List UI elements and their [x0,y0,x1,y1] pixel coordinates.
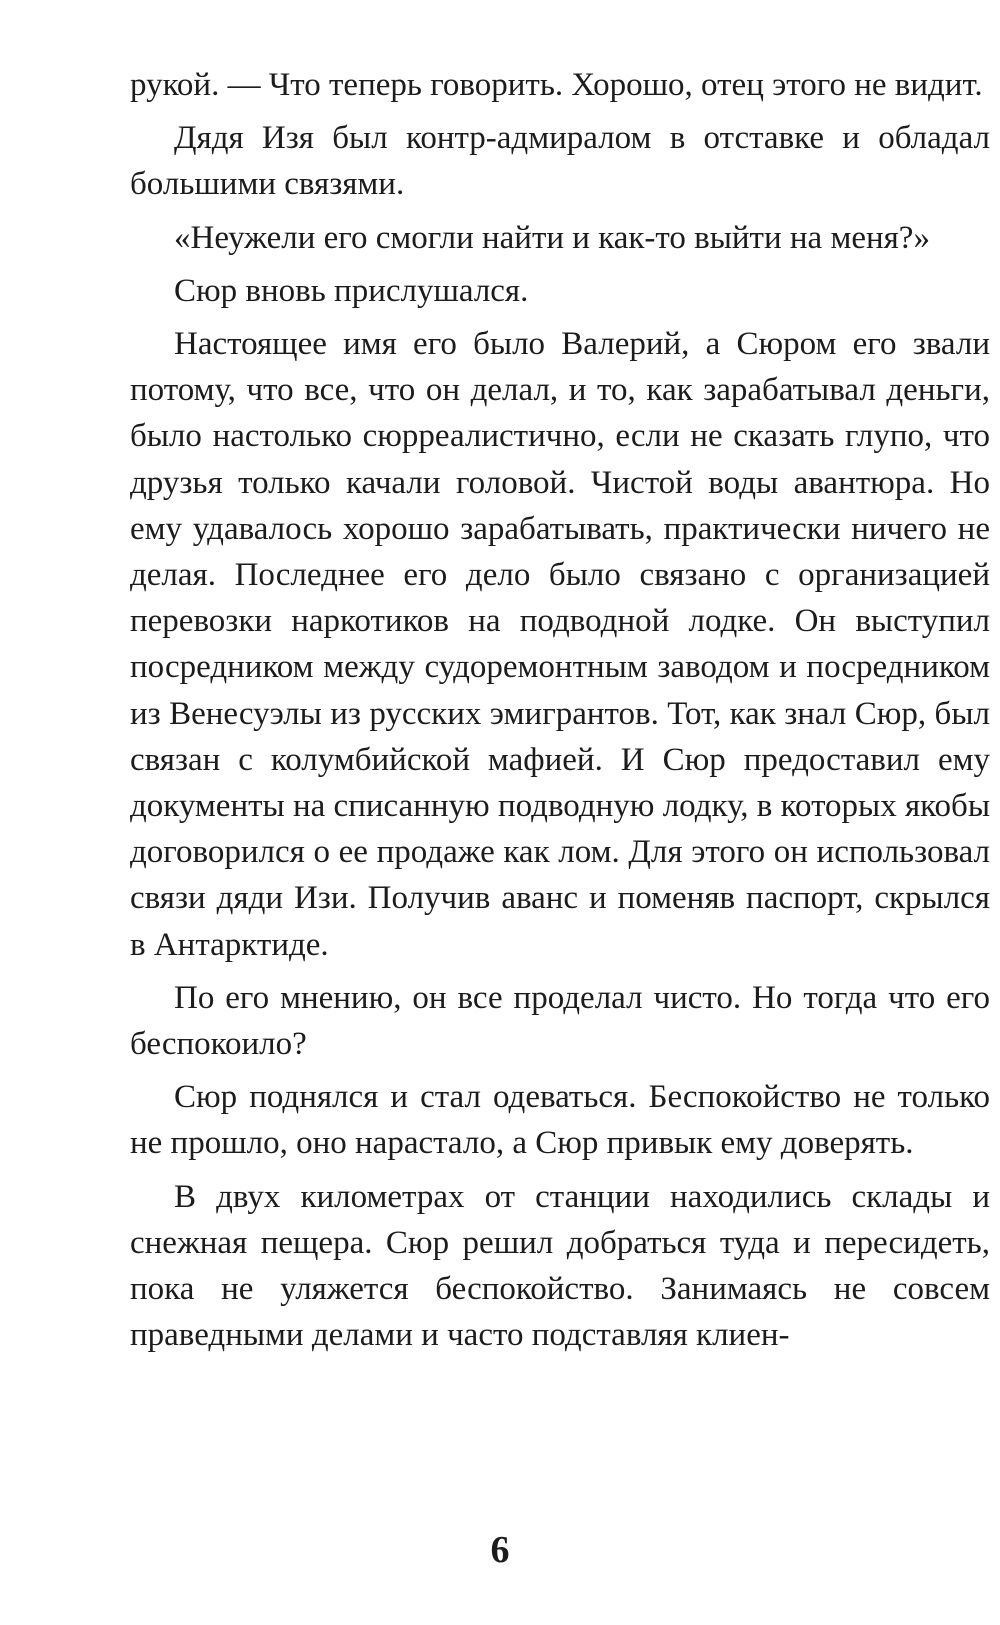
paragraph: Дядя Изя был контр-адмиралом в отставке и обладал большими связями. [130,120,990,203]
paragraph-quote: «Неужели его смогли найти и как-то выйти на меня?» [174,219,930,256]
paragraph: В двух километрах от станции находились склады и снежная пещера. Сюр решил добраться туда и пересидеть, пока не уляжется беспокойство. Занимаясь не совсем праведными делами и часто подставляя клиен- [130,1178,990,1354]
body-text [130,62,990,1365]
paragraph-continuation: рукой. — Что теперь говорить. Хорошо, отец этого не видит. [130,67,983,103]
paragraph: Настоящее имя его было Валерий, а Сюром его звали потому, что все, что он делал, и то, как зарабатывал деньги, было настолько сюрреалистично, если не сказать глупо, что друзья только качали головой. Чистой воды авантюра. Но ему удавалось хорошо зарабатывать, практически ничего не делая. Последнее его дело было связано с организацией перевозки наркотиков на подводной лодке. Он выступил посредником между судоремонтным заводом и посредником из Венесуэлы из русских эмигрантов. Тот, как знал Сюр, был связан с колумбийской мафией. И Сюр предоставил ему документы на списанную подводную лодку, в которых якобы договорился о ее продаже как лом. Для этого он использовал связи дяди Изи. Получив аванс и поменяв паспорт, скрылся в Антарктиде. [130,326,990,963]
paragraph: По его мнению, он все проделал чисто. Но тогда что его беспокоило? [130,979,990,1063]
paragraph: Сюр вновь прислушался. [174,272,529,309]
paragraph: Сюр поднялся и стал одеваться. Беспокойство не только не прошло, оно нарастало, а Сюр привык ему доверять. [130,1079,990,1162]
page-number: 6 [490,1529,510,1571]
